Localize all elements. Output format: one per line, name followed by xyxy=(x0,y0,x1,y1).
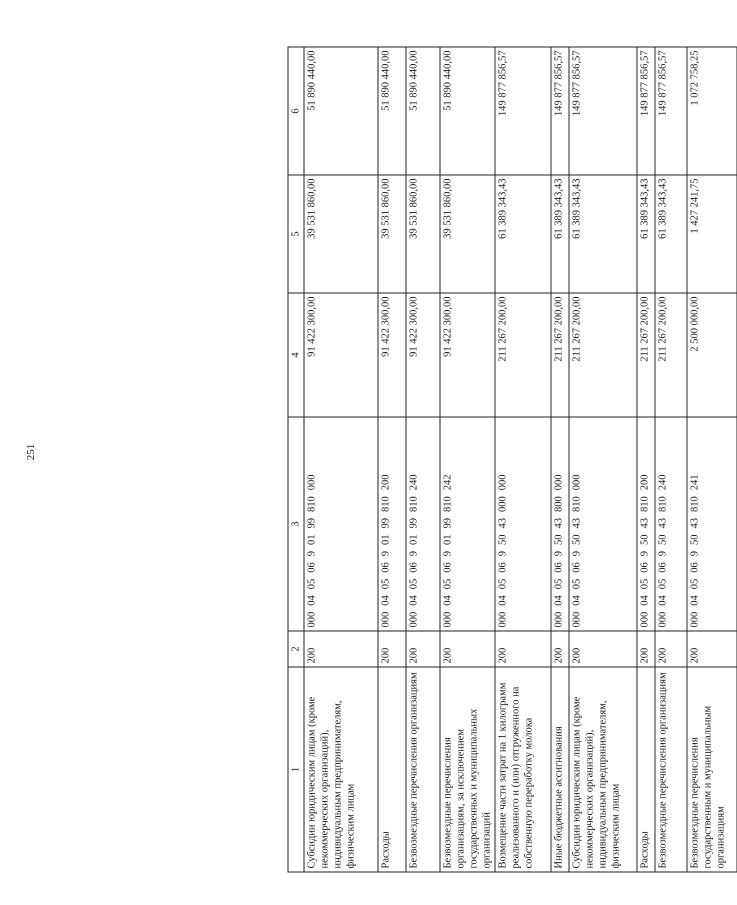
code-part: 9 xyxy=(497,551,508,557)
row-classification-code xyxy=(637,417,655,631)
code-part: 43 xyxy=(657,518,668,529)
row-amount-col6: 51 890 440,00 xyxy=(304,47,378,175)
row-amount-col4: 91 422 300,00 xyxy=(304,293,378,417)
row-amount-col5: 39 531 860,00 xyxy=(440,175,495,293)
code-part: 000 xyxy=(306,611,317,628)
code-part: 240 xyxy=(657,474,668,491)
table-row xyxy=(406,47,440,872)
code-part: 50 xyxy=(553,534,564,545)
row-name: Субсидии юридическим лицам (кроме некоммерческих организаций), индивидуальным предпринимателям, физическим лицам xyxy=(304,667,378,872)
row-classification-code xyxy=(378,417,406,631)
code-part: 04 xyxy=(442,595,453,606)
row-name: Возмещение части затрат на 1 килограмм реализованного и (или) отгруженного на собственную переработку молока xyxy=(495,667,551,872)
header-col-1: 1 xyxy=(288,667,304,872)
code-part: 810 xyxy=(571,496,582,512)
code-part: 04 xyxy=(306,595,317,606)
row-classification-code xyxy=(406,417,440,631)
row-classification-code xyxy=(495,417,551,631)
code-part: 000 xyxy=(689,611,700,628)
row-amount-col5: 39 531 860,00 xyxy=(304,175,378,293)
code-part: 000 xyxy=(657,611,668,628)
row-amount-col4: 211 267 200,00 xyxy=(569,293,637,417)
code-part: 000 xyxy=(497,611,508,628)
code-part: 43 xyxy=(639,518,650,529)
budget-table-container xyxy=(287,48,726,873)
table-row xyxy=(569,47,637,872)
code-part: 43 xyxy=(497,518,508,529)
row-amount-col5: 61 389 343,43 xyxy=(495,175,551,293)
row-admin-code: 200 xyxy=(304,631,378,667)
row-amount-col5: 39 531 860,00 xyxy=(378,175,406,293)
table-row xyxy=(687,47,737,872)
row-name: Безвозмездные перечисления организациям xyxy=(406,667,440,872)
table-row xyxy=(637,47,655,872)
code-part: 43 xyxy=(689,518,700,529)
code-part: 05 xyxy=(380,578,391,590)
code-part: 800 xyxy=(553,496,564,512)
code-part: 01 xyxy=(442,534,453,545)
code-part: 000 xyxy=(571,611,582,628)
code-part: 50 xyxy=(639,534,650,545)
code-part: 99 xyxy=(380,518,391,529)
code-part: 04 xyxy=(639,595,650,606)
code-part: 810 xyxy=(639,496,650,512)
code-part: 810 xyxy=(442,496,453,512)
code-part: 000 xyxy=(571,474,582,491)
row-amount-col6: 149 877 856,57 xyxy=(655,47,687,175)
code-part: 06 xyxy=(639,562,650,573)
row-classification-code xyxy=(569,417,637,631)
row-amount-col4: 211 267 200,00 xyxy=(551,293,569,417)
code-part: 9 xyxy=(571,551,582,557)
code-part: 000 xyxy=(639,611,650,628)
code-part: 810 xyxy=(689,496,700,512)
code-part: 06 xyxy=(571,562,582,573)
code-part: 200 xyxy=(639,474,650,491)
header-col-3: 3 xyxy=(288,417,304,631)
row-amount-col5: 61 389 343,43 xyxy=(569,175,637,293)
code-part: 04 xyxy=(571,595,582,606)
code-part: 000 xyxy=(380,611,391,628)
code-part: 05 xyxy=(408,578,419,590)
code-part: 06 xyxy=(442,562,453,573)
code-part: 000 xyxy=(408,611,419,628)
table-row xyxy=(551,47,569,872)
code-part: 01 xyxy=(380,534,391,545)
code-part: 04 xyxy=(380,595,391,606)
code-part: 05 xyxy=(639,578,650,590)
row-amount-col4: 91 422 300,00 xyxy=(378,293,406,417)
code-part: 04 xyxy=(497,595,508,606)
row-amount-col4: 91 422 300,00 xyxy=(406,293,440,417)
code-part: 05 xyxy=(571,578,582,590)
code-part: 06 xyxy=(657,562,668,573)
code-part: 06 xyxy=(380,562,391,573)
code-part: 9 xyxy=(442,551,453,557)
header-col-2: 2 xyxy=(288,631,304,667)
code-part: 43 xyxy=(571,518,582,529)
row-amount-col6: 51 890 440,00 xyxy=(406,47,440,175)
row-amount-col5: 1 427 241,75 xyxy=(687,175,737,293)
code-part: 99 xyxy=(408,518,419,529)
row-admin-code: 200 xyxy=(569,631,637,667)
code-part: 05 xyxy=(553,578,564,590)
code-part: 04 xyxy=(689,595,700,606)
table-row xyxy=(495,47,551,872)
code-part: 06 xyxy=(408,562,419,573)
code-part: 810 xyxy=(657,496,668,512)
row-admin-code: 200 xyxy=(655,631,687,667)
code-part: 06 xyxy=(497,562,508,573)
row-classification-code xyxy=(687,417,737,631)
row-amount-col6: 1 072 758,25 xyxy=(687,47,737,175)
row-amount-col4: 211 267 200,00 xyxy=(655,293,687,417)
code-part: 04 xyxy=(657,595,668,606)
row-amount-col6: 149 877 856,57 xyxy=(637,47,655,175)
row-classification-code xyxy=(655,417,687,631)
row-classification-code xyxy=(304,417,378,631)
row-name: Иные бюджетные ассигнования xyxy=(551,667,569,872)
row-amount-col5: 61 389 343,43 xyxy=(637,175,655,293)
page-number: 251 xyxy=(25,443,37,461)
code-part: 000 xyxy=(553,611,564,628)
row-amount-col5: 61 389 343,43 xyxy=(655,175,687,293)
code-part: 810 xyxy=(306,496,317,512)
code-part: 06 xyxy=(553,562,564,573)
code-part: 43 xyxy=(553,518,564,529)
row-amount-col4: 211 267 200,00 xyxy=(637,293,655,417)
row-amount-col4: 91 422 300,00 xyxy=(440,293,495,417)
row-admin-code: 200 xyxy=(495,631,551,667)
budget-table xyxy=(287,47,737,873)
code-part: 06 xyxy=(306,562,317,573)
table-body xyxy=(304,47,737,872)
header-col-5: 5 xyxy=(288,175,304,293)
code-part: 05 xyxy=(442,578,453,590)
code-part: 000 xyxy=(553,474,564,491)
code-part: 9 xyxy=(689,551,700,557)
code-part: 01 xyxy=(306,534,317,545)
code-part: 50 xyxy=(689,534,700,545)
code-part: 242 xyxy=(442,474,453,491)
row-admin-code: 200 xyxy=(551,631,569,667)
code-part: 9 xyxy=(380,551,391,557)
code-part: 810 xyxy=(380,496,391,512)
row-amount-col5: 61 389 343,43 xyxy=(551,175,569,293)
code-part: 05 xyxy=(657,578,668,590)
table-row xyxy=(655,47,687,872)
code-part: 000 xyxy=(442,611,453,628)
row-name: Безвозмездные перечисления организациям, за исключением государственных и муниципальных организаций xyxy=(440,667,495,872)
code-part: 04 xyxy=(553,595,564,606)
header-col-4: 4 xyxy=(288,293,304,417)
header-col-6: 6 xyxy=(288,47,304,175)
code-part: 04 xyxy=(408,595,419,606)
code-part: 05 xyxy=(306,578,317,590)
code-part: 000 xyxy=(497,496,508,512)
row-classification-code xyxy=(551,417,569,631)
row-name: Расходы xyxy=(378,667,406,872)
code-part: 9 xyxy=(657,551,668,557)
row-name: Субсидии юридическим лицам (кроме некоммерческих организаций), индивидуальным предпринимателям, физическим лицам xyxy=(569,667,637,872)
row-admin-code: 200 xyxy=(406,631,440,667)
code-part: 01 xyxy=(408,534,419,545)
row-admin-code: 200 xyxy=(687,631,737,667)
code-part: 99 xyxy=(442,518,453,529)
row-amount-col6: 149 877 856,57 xyxy=(569,47,637,175)
row-classification-code xyxy=(440,417,495,631)
code-part: 9 xyxy=(306,551,317,557)
code-part: 06 xyxy=(689,562,700,573)
row-amount-col6: 51 890 440,00 xyxy=(378,47,406,175)
row-admin-code: 200 xyxy=(440,631,495,667)
code-part: 50 xyxy=(657,534,668,545)
code-part: 05 xyxy=(689,578,700,590)
row-amount-col6: 51 890 440,00 xyxy=(440,47,495,175)
row-amount-col4: 2 500 000,00 xyxy=(687,293,737,417)
header-row xyxy=(288,47,304,872)
table-row xyxy=(440,47,495,872)
code-part: 9 xyxy=(553,551,564,557)
code-part: 9 xyxy=(408,551,419,557)
code-part: 50 xyxy=(497,534,508,545)
code-part: 99 xyxy=(306,518,317,529)
row-name: Безвозмездные перечисления государственным и муниципальным организациям xyxy=(687,667,737,872)
row-admin-code: 200 xyxy=(378,631,406,667)
code-part: 241 xyxy=(689,474,700,491)
code-part: 000 xyxy=(306,474,317,491)
table-row xyxy=(378,47,406,872)
row-amount-col4: 211 267 200,00 xyxy=(495,293,551,417)
row-name: Расходы xyxy=(637,667,655,872)
code-part: 9 xyxy=(639,551,650,557)
row-amount-col5: 39 531 860,00 xyxy=(406,175,440,293)
row-name: Безвозмездные перечисления организациям xyxy=(655,667,687,872)
code-part: 50 xyxy=(571,534,582,545)
row-amount-col6: 149 877 856,57 xyxy=(495,47,551,175)
table-row xyxy=(304,47,378,872)
code-part: 200 xyxy=(380,474,391,491)
row-amount-col6: 149 877 856,57 xyxy=(551,47,569,175)
code-part: 05 xyxy=(497,578,508,590)
code-part: 000 xyxy=(497,474,508,491)
code-part: 810 xyxy=(408,496,419,512)
row-admin-code: 200 xyxy=(637,631,655,667)
code-part: 240 xyxy=(408,474,419,491)
